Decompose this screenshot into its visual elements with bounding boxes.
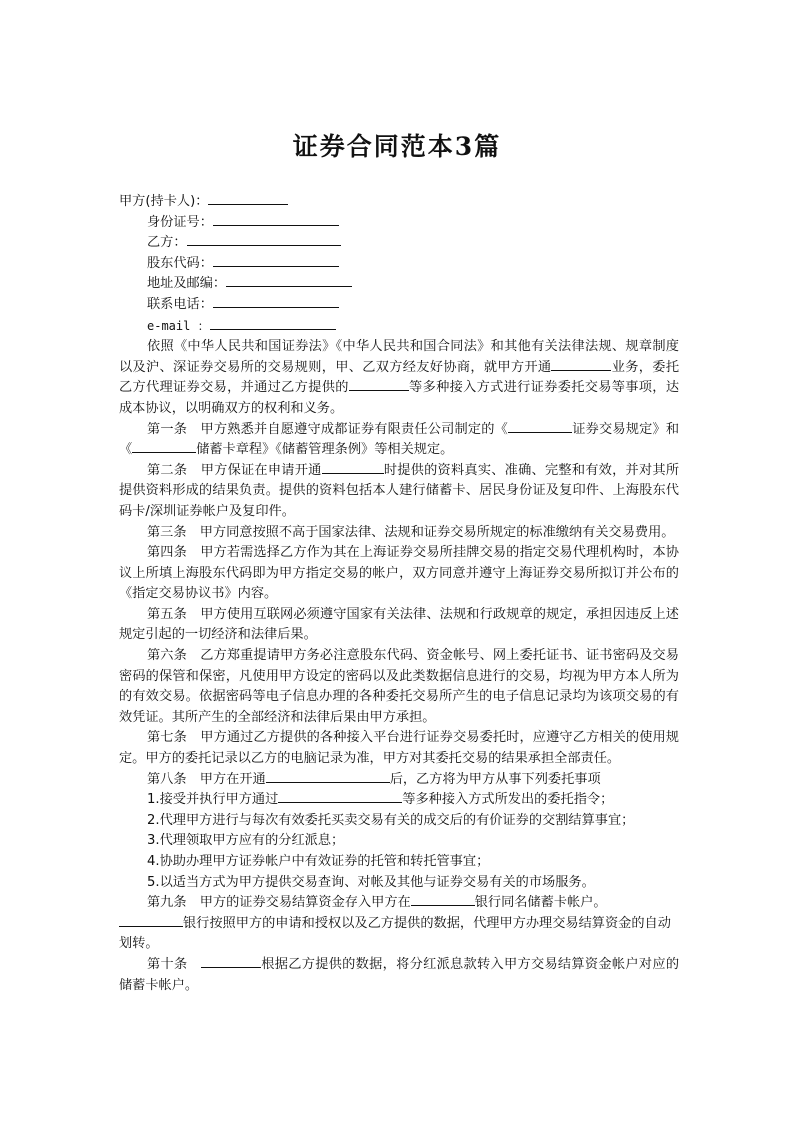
- article-8-item-4: 4.协助办理甲方证券帐户中有效证券的托管和转托管事宜；: [147, 854, 490, 869]
- article-8-text-1: 第八条 甲方在开通: [147, 771, 266, 787]
- article-2-text-1: 第二条 甲方保证在申请开通: [147, 462, 322, 478]
- article-7: 第七条 甲方通过乙方提供的各种接入平台进行证券交易委托时，应遵守乙方相关的使用规定。甲方的委托记录以乙方的电脑记录为准，甲方对其委托交易的结果承担全部责任。: [119, 730, 679, 767]
- article-1-text-2: 证券交易规定》和《: [119, 421, 680, 458]
- shareholder-code-label: 股东代码：: [147, 255, 213, 271]
- article-1-blank-1: [508, 420, 572, 433]
- article-2: [119, 461, 679, 523]
- article-8-item-5: 5.以适当方式为甲方提供交易查询、对帐及其他与证券交易有关的市场服务。: [147, 874, 595, 890]
- article-8-item-1: [119, 790, 679, 811]
- party-b-blank: [187, 233, 341, 246]
- id-no-field: [119, 213, 679, 234]
- party-b-label: 乙方：: [147, 235, 187, 251]
- article-8-item-1-text-2: 等多种接入方式所发出的委托指令；: [402, 792, 614, 808]
- intro-text-2: 业务，委托乙方代理证券交易，并通过乙方提供的: [119, 359, 680, 396]
- article-9-text-3: 银行按照甲方的申请和授权以及乙方提供的数据，代理甲方办理交易结算资金的自动划转。: [119, 915, 671, 952]
- article-8-item-1-text-1: 1.接受并执行甲方通过: [147, 792, 279, 808]
- intro-blank-1: [551, 358, 611, 371]
- article-9-cont: [119, 914, 679, 955]
- article-3: 第三条 甲方同意按照不高于国家法律、法规和证券交易所规定的标准缴纳有关交易费用。: [147, 524, 675, 540]
- id-no-blank: [213, 213, 339, 226]
- article-9: [119, 893, 679, 914]
- party-a-field: [119, 192, 679, 213]
- article-4: 第四条 甲方若需选择乙方作为其在上海证券交易所挂牌交易的指定交易代理机构时，本协议上所填上海股东代码即为甲方指定交易的帐户，双方同意并遵守上海证券交易所拟订并公布的《指定交易协议书》内容。: [119, 545, 679, 602]
- intro-text-1: 依照《中华人民共和国证券法》《中华人民共和国合同法》和其他有关法律法规、规章制度以及沪、深证券交易所的交易规则，甲、乙双方经友好协商，就甲方开通: [119, 339, 679, 375]
- article-1-text-3: 储蓄卡章程》《储蓄管理条例》等相关规定。: [196, 442, 454, 458]
- article-10: [119, 955, 679, 996]
- shareholder-code-blank: [213, 254, 339, 267]
- article-9-blank-1: [411, 893, 475, 906]
- article-8-item-3: 3.代理领取甲方应有的分红派息；: [147, 833, 345, 849]
- article-10-blank: [201, 955, 261, 968]
- email-label: e-mail ：: [147, 318, 210, 333]
- article-10-text-1: 第十条: [147, 956, 201, 972]
- email-blank: [210, 317, 336, 330]
- address-field: [119, 274, 679, 295]
- document-title: 证券合同范本3篇: [292, 132, 502, 161]
- article-8-blank: [266, 770, 390, 783]
- intro-paragraph: [119, 337, 679, 419]
- article-1-blank-2: [132, 440, 196, 453]
- intro-text-3: 等多种接入方式进行证券委托交易等事项，达成本协议，以明确双方的权利和义务。: [119, 380, 680, 416]
- article-2-blank: [322, 461, 384, 474]
- article-1-text-1: 第一条 甲方熟悉并自愿遵守成都证券有限责任公司制定的《: [147, 421, 509, 437]
- article-5: 第五条 甲方使用互联网必须遵守国家有关法律、法规和行政规章的规定，承担因违反上述规定引起的一切经济和法律后果。: [119, 606, 679, 643]
- article-9-text-1: 第九条 甲方的证券交易结算资金存入甲方在: [147, 895, 411, 911]
- article-9-text-2: 银行同名储蓄卡帐户。: [474, 895, 607, 911]
- article-2-text-2: 时提供的资料真实、准确、完整和有效，并对其所提供资料形成的结果负责。提供的资料包括本人建行储蓄卡、居民身份证及复印件、上海股东代码卡/深圳证券帐户及复印件。: [119, 462, 680, 519]
- article-1: [119, 420, 679, 461]
- article-8: [119, 770, 679, 791]
- email-field: [119, 316, 679, 338]
- phone-label: 联系电话：: [147, 296, 213, 312]
- article-8-item-1-blank: [278, 790, 402, 803]
- shareholder-code-field: [119, 254, 679, 275]
- article-9-blank-2: [119, 914, 183, 927]
- article-8-text-2: 后，乙方将为甲方从事下列委托事项: [389, 771, 601, 787]
- id-no-label: 身份证号：: [147, 214, 213, 230]
- party-a-label: 甲方(持卡人)：: [119, 194, 209, 209]
- party-b-field: [119, 233, 679, 254]
- article-10-text-2: 根据乙方提供的数据，将分红派息款转入甲方交易结算资金帐户对应的储蓄卡帐户。: [119, 956, 680, 993]
- party-a-blank: [208, 192, 288, 205]
- article-8-item-2: 2.代理甲方进行与每次有效委托买卖交易有关的成交后的有价证券的交割结算事宜；: [147, 812, 635, 828]
- address-blank: [226, 274, 352, 287]
- contract-body: [119, 192, 679, 996]
- article-6: 第六条 乙方郑重提请甲方务必注意股东代码、资金帐号、网上委托证书、证书密码及交易密码的保管和保密，凡使用甲方设定的密码以及此类数据信息进行的交易，均视为甲方本人所为的有效交易。依据密码等电子信息办理的各种委托交易所产生的电子信息记录均为该项交易的有效凭证。其所产生的全部经济和法律后果由甲方承担。: [119, 648, 679, 725]
- phone-blank: [213, 295, 339, 308]
- phone-field: [119, 295, 679, 316]
- address-label: 地址及邮编：: [147, 276, 227, 292]
- intro-blank-2: [349, 378, 409, 391]
